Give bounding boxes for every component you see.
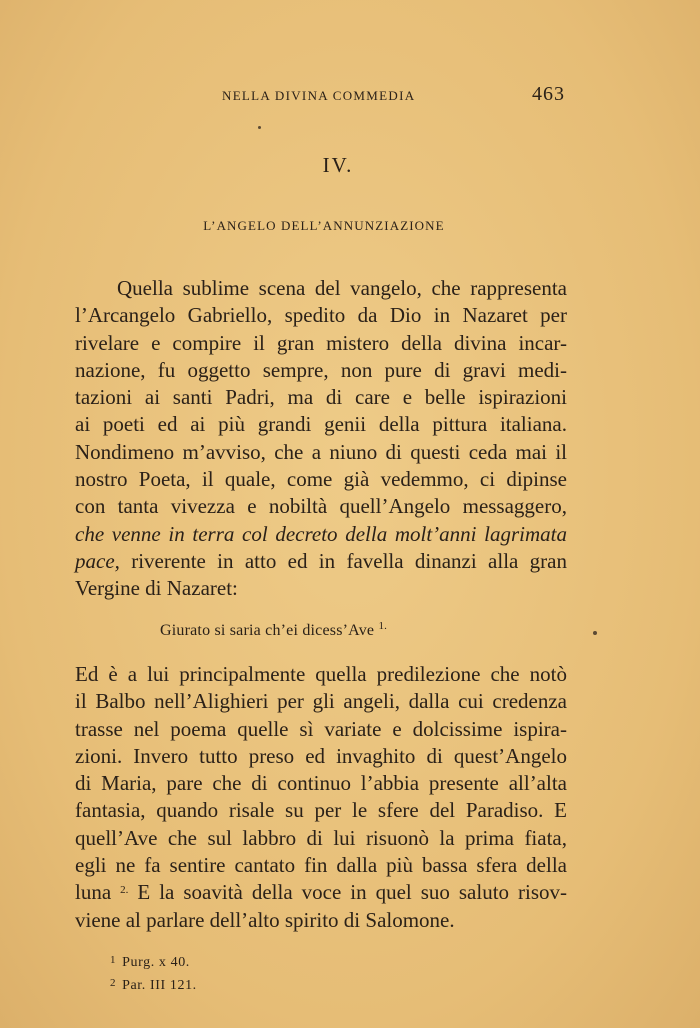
text-line: nostro Poeta, il quale, come già vedemmo, ci dipinse [75,467,567,492]
italic-quote-end: pace, [75,548,120,573]
text-line: Nondimeno m’avviso, che a niuno di questi ceda mai il [75,439,567,464]
paper-speck [593,631,597,635]
text-fragment: E la soavità della voce in quel suo saluto risov- [137,880,568,905]
footnote-text: Par. III 121. [122,978,197,993]
chapter-title: L’ANGELO DELL’ANNUNZIAZIONE [203,218,445,233]
footnote [110,973,197,996]
text-line-mixed [75,548,567,575]
text-fragment: riverente in atto ed in favella dinanzi alla gran [131,548,567,573]
text-line: quell’Ave che sul labbro di lui risuonò la prima fiata, [75,825,567,850]
paragraph-1 [75,275,567,603]
paper-speck [258,126,261,129]
text-line: il Balbo nell’Alighieri per gli angeli, dalla cui credenza [75,689,567,714]
text-line: fantasia, quando risale su per le sfere del Paradiso. E [75,798,567,823]
footnote-text: Purg. x 40. [122,955,190,970]
verse-quote [160,622,387,640]
text-line: zioni. Invero tutto preso ed invaghito di quest’Angelo [75,743,567,768]
text-line: l’Arcangelo Gabriello, spedito da Dio in Nazaret per [75,303,567,328]
text-line: ai poeti ed ai più grandi genii della pittura italiana. [75,412,567,437]
text-line: di Maria, pare che di continuo l’abbia presente all’alta [75,771,567,796]
text-line: Vergine di Nazaret: [75,576,238,601]
text-line: Quella sublime scena del vangelo, che rappresenta [117,276,567,300]
text-line: con tanta vivezza e nobiltà quell’Angelo messaggero, [75,494,567,519]
italic-quote-line: che venne in terra col decreto della molt’anni lagrimata [75,521,567,546]
text-line: rivelare e compire il gran mistero della divina incar- [75,330,567,355]
footnotes [110,950,197,996]
text-line-mixed [75,879,567,906]
footnote-mark: 1 [110,954,117,966]
verse-text: Giurato si saria ch’ei dicess’Ave [160,622,375,639]
text-line: Ed è a lui principalmente quella predilezione che notò [75,662,567,686]
page-number: 463 [532,83,565,105]
text-line: viene al parlare dell’alto spirito di Salomone. [75,907,455,932]
footnote-reference: 2. [120,884,129,897]
text-line: tazioni ai santi Padri, ma di care e belle ispirazioni [75,385,567,410]
text-fragment: luna [75,880,112,905]
footnote [110,950,197,973]
running-title: NELLA DIVINA COMMEDIA [222,88,416,103]
text-line: nazione, fu oggetto sempre, non pure di gravi medi- [75,357,567,382]
footnote-mark: 2 [110,977,117,989]
chapter-number: IV. [322,153,354,177]
text-line: egli ne fa sentire cantato fin dalla più bassa sfera della [75,853,567,878]
paragraph-2 [75,661,567,934]
text-line: trasse nel poema quelle sì variate e dolcissime ispira- [75,716,567,741]
footnote-reference: 1. [378,620,388,632]
